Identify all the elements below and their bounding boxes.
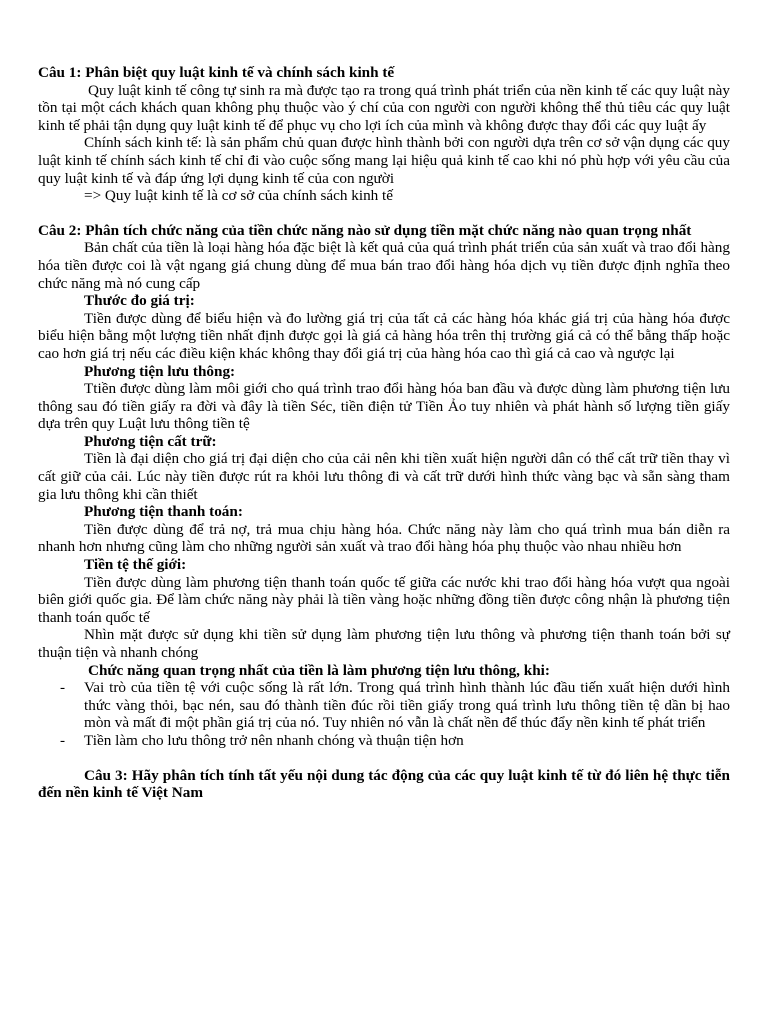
question-2-title: Câu 2: Phân tích chức năng của tiền chức năng nào sử dụng tiền mặt chức năng nào quan trọng nhất xyxy=(38,221,692,239)
bullet-text: Vai trò của tiền tệ với cuộc sống là rất lớn. Trong quá trình hình thành lúc đầu tiến xuất hiện dưới hình thức vàng thỏi, bạc nén, sau đó thành tiền đúc rồi tiền giấy trong quá trình lưu thông tiền tệ dần bị hao mòn và mất đi một phần giá trị của nó. Tuy nhiên nó vẫn là chất nền để thúc đẩy nền kinh tế phát triển xyxy=(84,679,730,732)
list-item xyxy=(38,732,730,750)
q2-cash-usage-note: Nhìn mặt được sử dụng khi tiền sử dụng làm phương tiện lưu thông và phương tiện thanh toán bởi sự thuận tiện và nhanh chóng xyxy=(38,626,730,661)
bullet-text: Tiền làm cho lưu thông trở nên nhanh chóng và thuận tiện hơn xyxy=(84,731,464,749)
function-title-medium-of-circulation: Phương tiện lưu thông: xyxy=(84,362,236,380)
q2-intro-paragraph: Bản chất của tiền là loại hàng hóa đặc biệt là kết quả của quá trình phát triển của sản xuất và trao đổi hàng hóa tiền được coi là vật ngang giá chung dùng để mua bán trao đổi hàng hóa dịch vụ tiền được định nghĩa theo chức năng mà nó cung cấp xyxy=(38,239,730,292)
bullet-dash: - xyxy=(60,731,66,749)
question-1-title: Câu 1: Phân biệt quy luật kinh tế và chính sách kinh tế xyxy=(38,64,395,81)
question-3-title: Câu 3: Hãy phân tích tính tất yếu nội dung tác động của các quy luật kinh tế từ đó liên hệ thực tiễn đến nền kinh tế Việt Nam xyxy=(38,766,730,802)
bullet-dash: - xyxy=(60,679,66,697)
document-page xyxy=(38,64,730,802)
function-title-measure-of-value: Thước đo giá trị: xyxy=(84,292,195,310)
section-gap xyxy=(38,750,730,767)
q2-most-important-function-title: Chức năng quan trọng nhất của tiền là làm phương tiện lưu thông, khi: xyxy=(88,661,550,679)
list-item xyxy=(38,679,730,732)
function-text-means-of-payment: Tiền được dùng để trả nợ, trả mua chịu hàng hóa. Chức năng này làm cho quá trình mua bán diễn ra nhanh hơn nhưng cũng làm cho những người sản xuất và trao đổi hàng hóa phụ thuộc vào nhau nhiều hơn xyxy=(38,520,730,556)
function-text-medium-of-circulation: Ttiền được dùng làm môi giới cho quá trình trao đổi hàng hóa ban đầu và được dùng làm phương tiện lưu thông sau đó tiền giấy ra đời và đây là tiền Séc, tiền điện tử Tiền Ảo tuy nhiên và phát hành số lượng tiền giấy dựa trên quy Luật lưu thông tiền tệ xyxy=(38,380,730,433)
function-text-store-of-value: Tiền là đại diện cho giá trị đại diện cho của cải nên khi tiền xuất hiện người dân có thể cất trữ tiền thay vì cất giữ của cải. Lúc này tiền được rút ra khỏi lưu thông đi và cất trữ dưới hình thức vàng bạc và sẵn sàng tham gia lưu thông khi cần thiết xyxy=(38,450,730,503)
section-gap xyxy=(38,205,730,222)
q1-conclusion: => Quy luật kinh tế là cơ sở của chính sách kinh tế xyxy=(84,187,394,205)
function-title-store-of-value: Phương tiện cất trữ: xyxy=(84,432,217,450)
q1-paragraph-economic-policy: Chính sách kinh tế: là sản phẩm chủ quan được hình thành bởi con người dựa trên cơ sở vận dụng các quy luật kinh tế chính sách kinh tế chỉ đi vào cuộc sống mang lại hiệu quả kinh tế cao khi nó phù hợp với yêu cầu của quy luật kinh tế và đáp ứng lợi dụng kinh tế của con người xyxy=(38,134,730,187)
q1-paragraph-economic-laws: Quy luật kinh tế công tự sinh ra mà được tạo ra trong quá trình phát triển của nền kinh tế các quy luật này tồn tại một cách khách quan không phụ thuộc vào ý chí của con người con người không thể thủ tiêu các quy luật kinh tế phải tận dụng quy luật kinh tế để phục vụ cho lợi ích của mình và không được thay đổi các quy luật ấy xyxy=(38,81,730,134)
function-text-measure-of-value: Tiền được dùng để biểu hiện và đo lường giá trị của tất cả các hàng hóa khác giá trị của hàng hóa được biểu hiện bằng một lượng tiền nhất định được gọi là giá cả hàng hóa trên thị trường giá cả có thể bằng thấp hoặc cao hơn giá trị nếu các điều kiện khác không thay đổi giá trị của hàng hóa cao thì giá cả cao và ngược lại xyxy=(38,309,730,362)
function-title-world-money: Tiền tệ thế giới: xyxy=(84,556,187,574)
q2-bullet-list xyxy=(38,679,730,749)
function-text-world-money: Tiền được dùng làm phương tiện thanh toán quốc tế giữa các nước khi trao đổi hàng hóa vượt qua ngoài biên giới quốc gia. Để làm chức năng này phải là tiền vàng hoặc những đồng tiền được công nhận là phương tiện thanh toán quốc tế xyxy=(38,573,730,626)
function-title-means-of-payment: Phương tiện thanh toán: xyxy=(84,503,243,521)
